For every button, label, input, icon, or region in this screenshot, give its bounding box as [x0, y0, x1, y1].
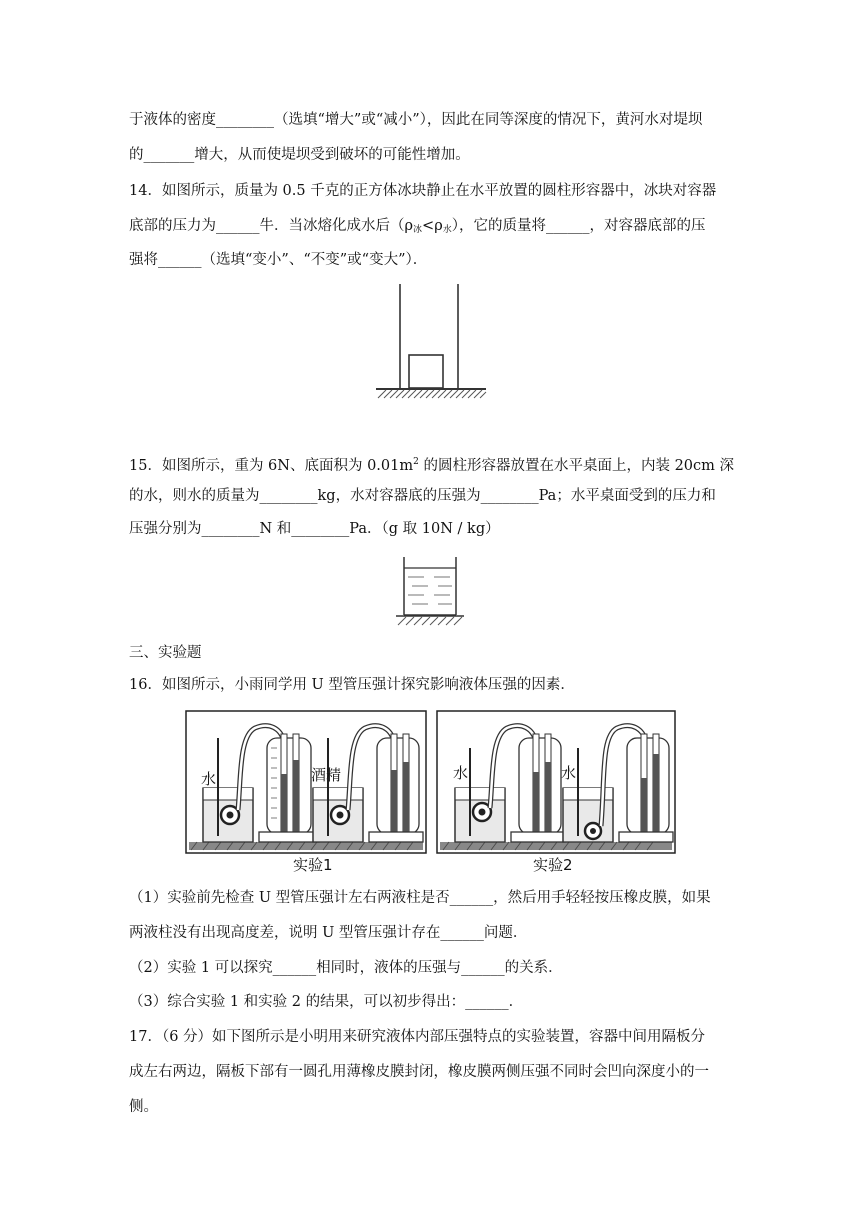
q14-text-mid: <ρ — [422, 218, 443, 234]
question-16-part-3: （3）综合实验 1 和实验 2 的结果，可以初步得出：______． — [129, 994, 524, 1010]
u-tube-1a — [259, 734, 319, 842]
rho-water-subscript: 水 — [442, 225, 452, 235]
question-17-line-2: 成左右两边，隔板下部有一圆孔用薄橡皮膜封闭，橡皮膜两侧压强不同时会凹向深度小的一 — [129, 1064, 709, 1080]
ice-cube-container-figure — [372, 282, 490, 404]
q15-text-pre: 15．如图所示，重为 6N、底面积为 0.01m — [129, 458, 414, 474]
question-14-line-1: 14．如图所示，质量为 0.5 千克的正方体冰块静止在水平放置的圆柱形容器中，冰块对容器 — [129, 183, 717, 199]
question-14-line-2 — [129, 216, 706, 240]
u-tube-1b — [369, 734, 423, 842]
u-tube-2b — [619, 734, 673, 842]
question-15-line-2: 的水，则水的质量为________kg，水对容器底的压强为________Pa；水平桌面受到的压力和 — [129, 488, 716, 504]
liquid-label-alcohol: 酒精 — [311, 766, 342, 784]
q14-text-pre: 底部的压力为______牛．当冰熔化成水后（ρ — [129, 218, 414, 234]
question-17-line-1: 17．（6 分）如下图所示是小明用来研究液体内部压强特点的实验装置，容器中间用隔板分 — [129, 1029, 706, 1045]
liquid-label-water-2: 水 — [453, 764, 469, 782]
text-line-1: 于液体的密度________（选填“增大”或“减小”），因此在同等深度的情况下，黄河水对堤坝 — [129, 112, 703, 128]
u-tube-experiment-figure — [183, 708, 678, 878]
question-16: 16．如图所示，小雨同学用 U 型管压强计探究影响液体压强的因素． — [129, 677, 575, 693]
question-17-line-3: 侧。 — [129, 1099, 158, 1115]
experiment-2-label: 实验2 — [533, 856, 573, 874]
liquid-label-water-1: 水 — [201, 770, 217, 788]
question-15-line-1 — [129, 452, 734, 476]
question-15-line-3: 压强分别为________N 和________Pa．（g 取 10N / kg） — [129, 521, 500, 537]
area-unit-superscript: 2 — [413, 457, 419, 467]
question-16-part-1-line-2: 两液柱没有出现高度差，说明 U 型管压强计存在______问题． — [129, 925, 528, 941]
liquid-label-water-3: 水 — [561, 764, 577, 782]
section-3-title: 三、实验题 — [129, 645, 202, 661]
u-tube-2a — [511, 734, 565, 842]
question-14-line-3: 强将______（选填“变小”、“不变”或“变大”）． — [129, 252, 428, 268]
q14-text-post: ），它的质量将______，对容器底部的压 — [451, 218, 706, 234]
text-line-2: 的_______增大，从而使堤坝受到破坏的可能性增加。 — [129, 147, 470, 163]
question-16-part-1-line-1: （1）实验前先检查 U 型管压强计左右两液柱是否______，然后用手轻轻按压橡皮膜，如果 — [129, 890, 711, 906]
question-16-part-2: （2）实验 1 可以探究______相同时，液体的压强与______的关系． — [129, 960, 563, 976]
water-container-figure — [394, 553, 466, 631]
q15-text-post: 的圆柱形容器放置在水平桌面上，内装 20cm 深 — [418, 458, 735, 474]
rho-ice-subscript: 冰 — [413, 225, 423, 235]
experiment-1-label: 实验1 — [293, 856, 333, 874]
